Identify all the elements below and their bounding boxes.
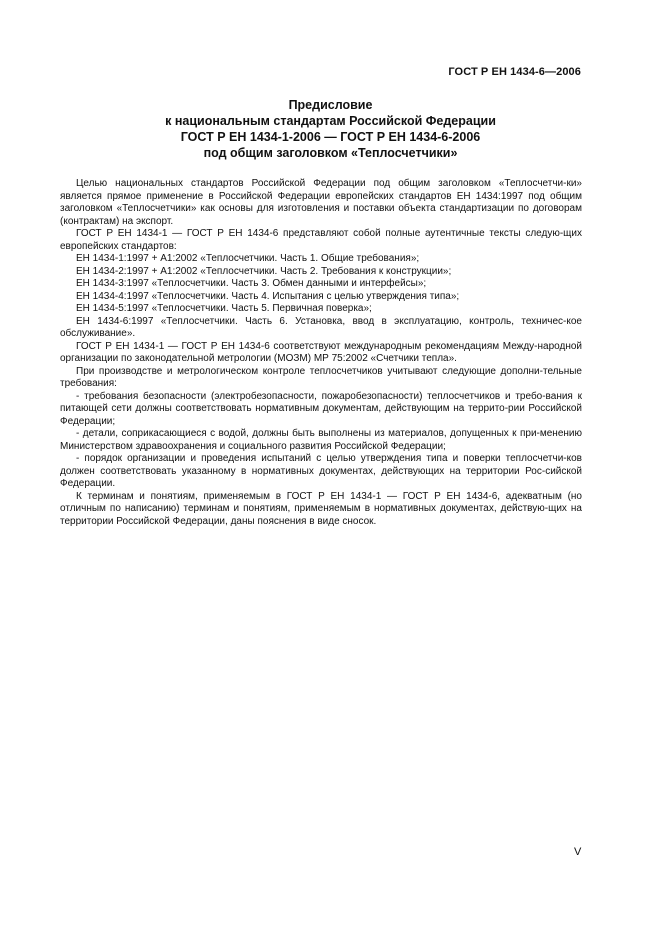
paragraph-standards-intro: ГОСТ Р ЕН 1434-1 — ГОСТ Р ЕН 1434-6 представляют собой полные аутентичные тексты следую-щих европейских стандартов: (60, 228, 582, 252)
foreword-body (60, 178, 582, 528)
page-number: V (574, 846, 582, 858)
requirement-materials: - детали, соприкасающиеся с водой, должны быть выполнены из материалов, допущенных к при-менению Министерством здравоохранения и социального развития Российской Федерации; (60, 428, 582, 452)
standard-item: ЕН 1434-2:1997 + А1:2002 «Теплосчетчики. Часть 2. Требования к конструкции»; (76, 265, 452, 277)
requirement-testing: - порядок организации и проведения испытаний с целью утверждения типа и поверки теплосчетчи-ков должен соответствовать указанному в нормативных документах, действующих на территории Рос-сийской Федерации. (60, 453, 582, 489)
paragraph-oiml: ГОСТ Р ЕН 1434-1 — ГОСТ Р ЕН 1434-6 соответствуют международным рекомендациям Между-народной организации по законодательной метрологии (МОЗМ) МР 75:2002 «Счетчики тепла». (60, 340, 582, 364)
foreword-title (0, 97, 661, 161)
paragraph-additional-requirements: При производстве и метрологическом контроле теплосчетчиков учитывают следующие дополни-тельные требования: (60, 365, 582, 389)
title-line: ГОСТ Р ЕН 1434-1-2006 — ГОСТ Р ЕН 1434-6-2006 (180, 130, 481, 144)
title-line: к национальным стандартам Российской Федерации (165, 114, 496, 128)
standard-item: ЕН 1434-6:1997 «Теплосчетчики. Часть 6. Установка, ввод в эксплуатацию, контроль, техничес-кое обслуживание». (60, 315, 582, 339)
title-line: под общим заголовком «Теплосчетчики» (203, 146, 458, 160)
standard-item: ЕН 1434-3:1997 «Теплосчетчики. Часть 3. Обмен данными и интерфейсы»; (76, 278, 427, 289)
standard-item: ЕН 1434-4:1997 «Теплосчетчики. Часть 4. Испытания с целью утверждения типа»; (76, 290, 460, 302)
standard-item: ЕН 1434-1:1997 + А1:2002 «Теплосчетчики. Часть 1. Общие требования»; (76, 253, 420, 264)
standard-item: ЕН 1434-5:1997 «Теплосчетчики. Часть 5. Первичная поверка»; (76, 303, 372, 314)
paragraph-purpose: Целью национальных стандартов Российской Федерации под общим заголовком «Теплосчетчи-ки» является прямое применение в Российской Федерации европейских стандартов ЕН 1434:1997 под общим заголовком «Теплосчетчики» как основы для изготовления и поставки объекта стандартизации по договорам (контрактам) на экспорт. (60, 178, 582, 227)
document-code-header: ГОСТ Р ЕН 1434-6—2006 (448, 66, 581, 78)
title-line: Предисловие (288, 98, 373, 112)
requirement-safety: - требования безопасности (электробезопасности, пожаробезопасности) теплосчетчиков и требо-вания к питающей сети должны соответствовать нормативным документам, действующим на террито-рии Российской Федерации; (60, 390, 582, 427)
paragraph-terms: К терминам и понятиям, применяемым в ГОСТ Р ЕН 1434-1 — ГОСТ Р ЕН 1434-6, адекватным (но отличным по написанию) терминам и понятиям, применяемым в нормативных документах, действую-щих на территории Российской Федерации, даны пояснения в виде сносок. (60, 490, 582, 527)
